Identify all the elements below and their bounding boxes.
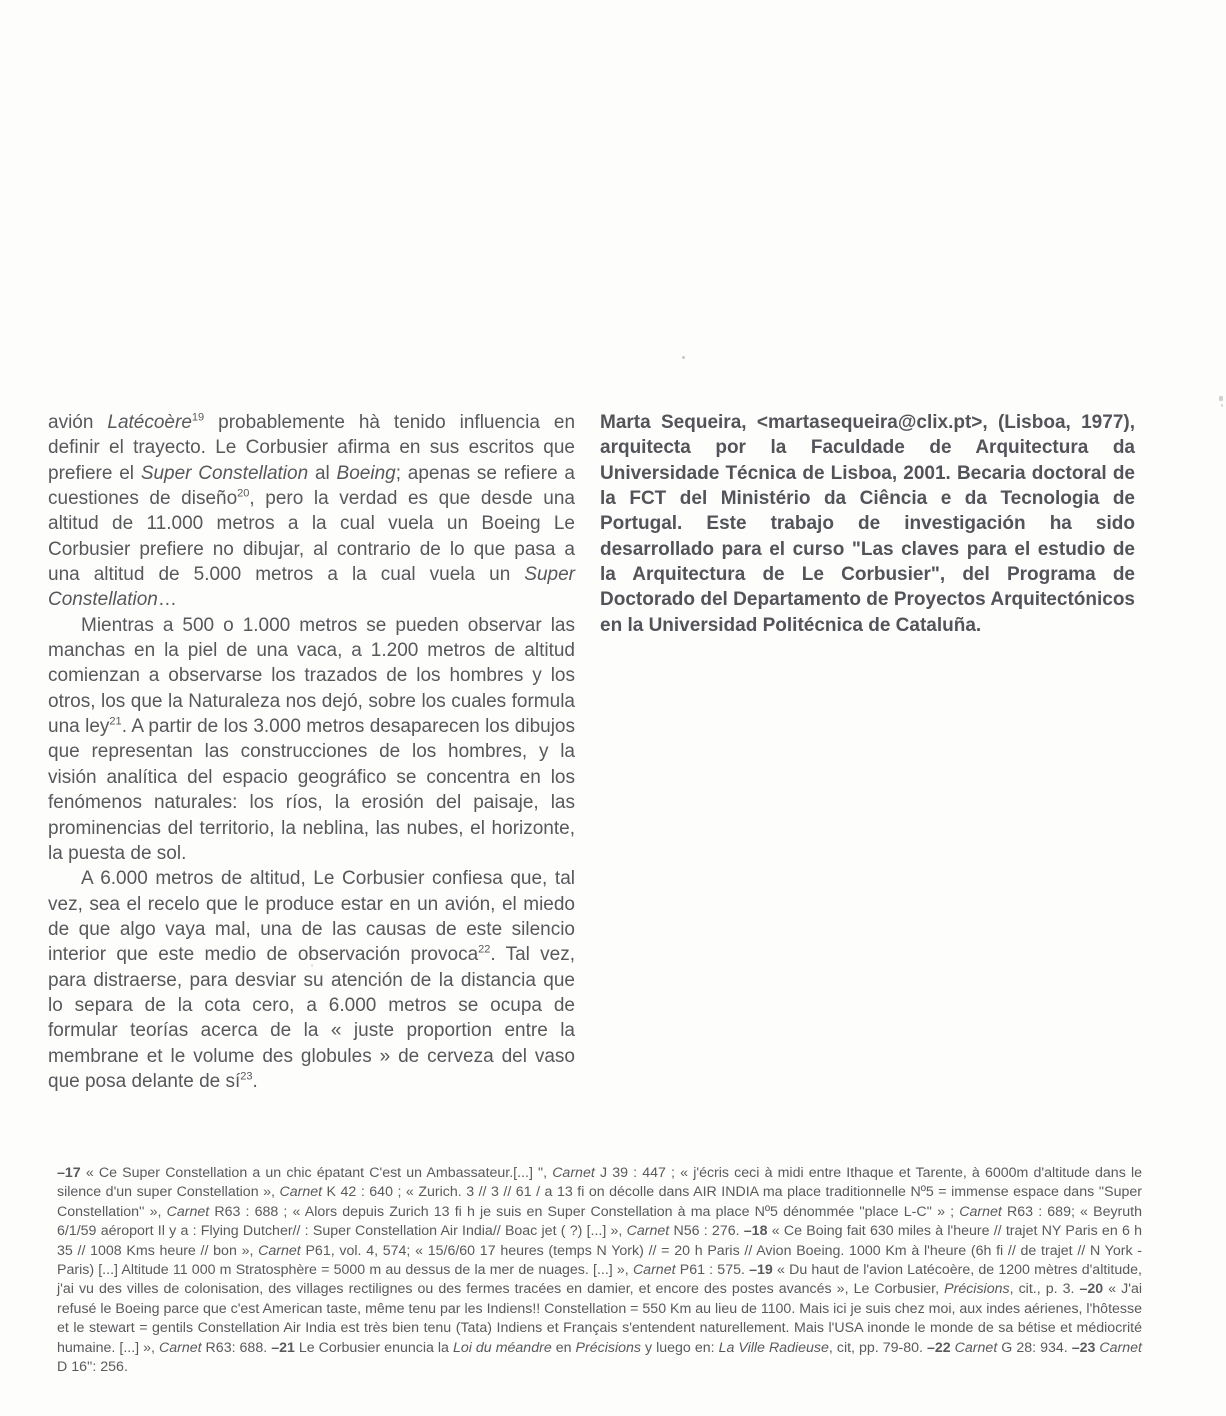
body-paragraph-2: Mientras a 500 o 1.000 metros se pueden observar las manchas en la piel de una vaca, a 1.200 metros de altitud comienzan a observarse los trazados de los hombres y los otros, los que la Naturaleza nos dejó, sobre los cuales formula una ley$^{21}$. A partir de los 3.000 metros desaparecen los dibujos que representan las construcciones de los hombres, y la visión analítica del espacio geográfico se concentra en los fenómenos naturales: los ríos, la erosión del paisaje, las prominencias del territorio, la neblina, las nubes, el horizonte, la puesta de sol. <box>48 614 575 864</box>
scan-artifact <box>1221 404 1223 407</box>
footnotes-block: –17 « Ce Super Constellation a un chic épatant C'est un Ambassateur.[...] ", Carnet J 39 : 447 ; « j'écris ceci à midi entre Ithaque et Tarente, à 6000m d'altitude dans le silence d'un super Constellation », Carnet K 42 : 640 ; « Zurich. 3 // 3 // 61 / a 13 fi on décolle dans AIR INDIA ma place traditionnelle Nº5 = immense espace dans ''Super Constellation'' », Carnet R63 : 688 ; « Alors depuis Zurich 13 fi h je suis en Super Constellation à ma place Nº5 dénommée ''place L-C'' » ; Carnet R63 : 689; « Beyruth 6/1/59 aéroport Il y a : Flying Dutcher// : Super Constellation Air India// Boac jet ( ?) [...] », Carnet N56 : 276. –18 « Ce Boing fait 630 miles à l'heure // trajet NY Paris en 6 h 35 // 1008 Kms heure // bon », Carnet P61, vol. 4, 574; « 15/6/60 17 heures (temps N York) // = 20 h Paris // Avion Boeing. 1000 Km à l'heure (6h fi // de trajet // N York - Paris) [...] Altitude 11 000 m Stratosphère = 5000 m au dessus de la mer de nuages. [...] », Carnet P61 : 575. –19 « Du haut de l'avion Latécoère, de 1200 mètres d'altitude, j'ai vu des villes de colonisation, des villages rectilignes ou des fermes tracées en damier, et encore des postes avancés », Le Corbusier, Précisions, cit., p. 3. –20 « J'ai refusé le Boeing parce que c'est American taste, même tenu par les Indiens!! Constellation = 550 Km au lieu de 1100. Mais ici je suis chez moi, aux indes aérienes, l'hôtesse et le stewart = gentils Constellation Air India est très bien tenu (Tata) Indiens et Français s'entendent naturellement. Mais l'USA inonde le monde de sa bétise et médiocrité humaine. [...] », Carnet R63: 688. –21 Le Corbusier enuncia la Loi du méandre en Précisions y luego en: La Ville Radieuse, cit, pp. 79-80. –22 Carnet G 28: 934. –23 Carnet D 16'': 256. <box>57 1165 1143 1376</box>
author-bio: Marta Sequeira, <martasequeira@clix.pt>, (Lisboa, 1977), arquitecta por la Faculdade de Arquitectura da Universidade Técnica de Lisboa, 2001. Becaria doctoral de la FCT del Ministério da Ciência e da Tecnologia de Portugal. Este trabajo de investigación ha sido desarrollado para el curso "Las claves para el estudio de la Arquitectura de Le Corbusier", del Programa de Doctorado del Departamento de Proyectos Arquitectónicos en la Universidad Politécnica de Cataluña. <box>600 412 1135 636</box>
author-bio-column <box>600 410 1135 1094</box>
scan-artifact <box>682 356 685 359</box>
body-paragraph-1: avión Latécoère$^{19}$ probablemente hà tenido influencia en definir el trayecto. Le Corbusier afirma en sus escritos que prefiere el Super Constellation al Boeing; apenas se refiere a cuestiones de diseño$^{20}$, pero la verdad es que desde una altitud de 11.000 metros a la cual vuela un Boeing Le Corbusier prefiere no dibujar, al contrario de lo que pasa a una altitud de 5.000 metros a la cual vuela un Super Constellation… <box>48 411 576 611</box>
scan-artifact <box>1219 396 1223 401</box>
article-body <box>48 410 1135 1094</box>
left-column <box>48 410 575 1094</box>
body-paragraph-3: A 6.000 metros de altitud, Le Corbusier confiesa que, tal vez, sea el recelo que le produce estar en un avión, el miedo de que algo vaya mal, una de las causas de este silencio interior que este medio de observación provoca$^{22}$. Tal vez, para distraerse, para desviar su atención de la distancia que lo separa de la cota cero, a 6.000 metros se ocupa de formular teorías acerca de la « juste proportion entre la membrane et le volume des globules » de cerveza del vaso que posa delante de $sí^{23}$. <box>48 868 575 1092</box>
